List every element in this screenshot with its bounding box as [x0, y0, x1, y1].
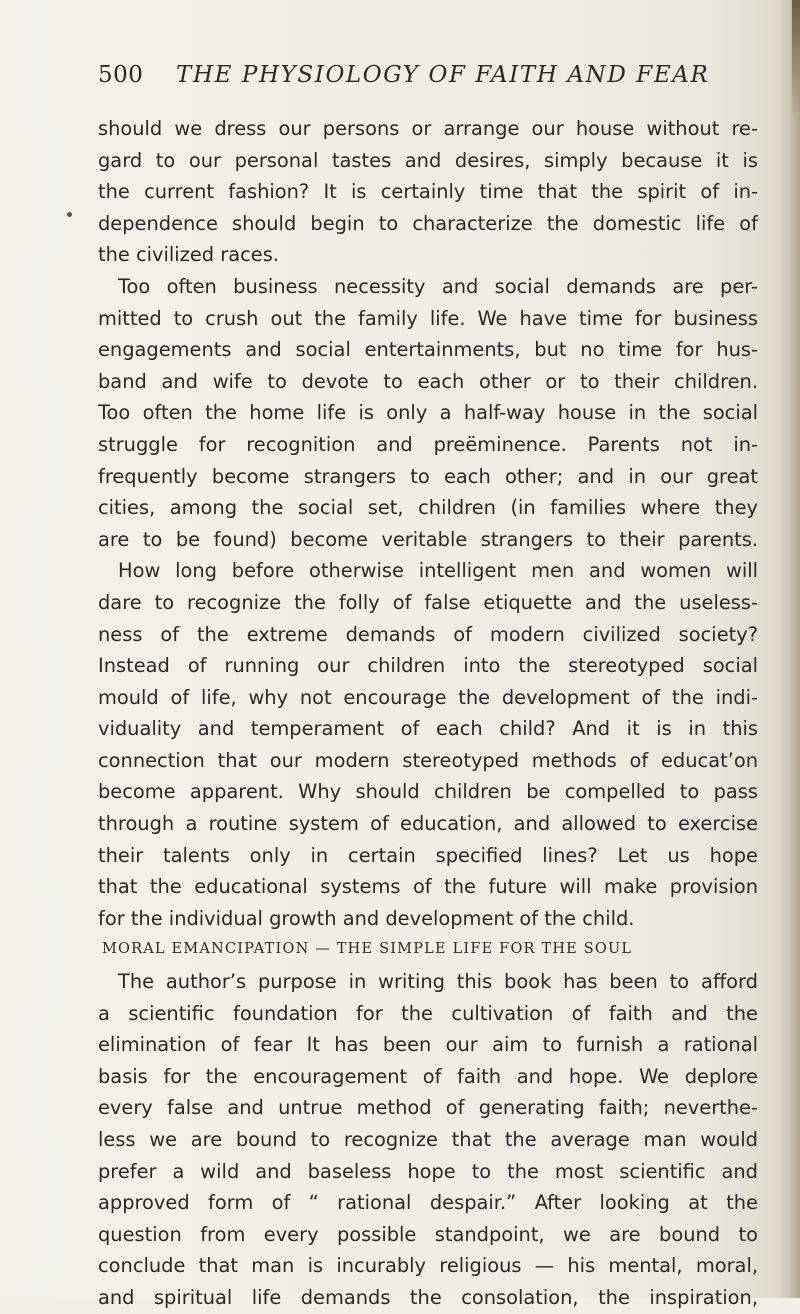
text-line: struggle for recognition and preëminence. Parents not in- [98, 432, 758, 456]
text-line: engagements and social entertainments, but no time for hus- [98, 338, 758, 362]
text-line: Instead of running our children into the stereotyped social [98, 654, 758, 678]
text-line: that the educational systems of the future will make provision [98, 875, 758, 899]
section-heading: MORAL EMANCIPATION — THE SIMPLE LIFE FOR THE SOUL [102, 941, 633, 958]
page-edge-binding [792, 0, 800, 120]
text-line: mitted to crush out the family life. We have time for business [98, 306, 758, 330]
page-number: 500 [98, 62, 144, 88]
page-header [98, 55, 778, 95]
text-line: less we are bound to recognize that the average man would [98, 1128, 758, 1151]
text-line: and spiritual life demands the consolation, the inspiration, [98, 1285, 758, 1309]
text-line: through a routine system of education, and allowed to exercise [98, 812, 758, 836]
text-line: their talents only in certain specified lines? Let us hope [98, 843, 758, 867]
page-edge-shadow [778, 0, 800, 1298]
text-line: Too often business necessity and social demands are per- [118, 274, 758, 298]
text-line: should we dress our persons or arrange our house without re- [98, 117, 758, 140]
text-line: How long before otherwise intelligent men and women will [118, 559, 758, 583]
text-line: ness of the extreme demands of modern civilized society? [98, 622, 758, 646]
text-line: the current fashion? It is certainly time that the spirit of in- [98, 180, 758, 204]
text-line: dare to recognize the folly of false etiquette and the useless- [98, 590, 758, 614]
text-line: The author’s purpose in writing this book has been to afford [118, 970, 758, 994]
text-line: prefer a wild and baseless hope to the most scientific and [98, 1159, 758, 1183]
text-line: cities, among the social set, children (in families where they [98, 496, 758, 520]
text-line: gard to our personal tastes and desires, simply because it is [98, 148, 758, 172]
text-line: conclude that man is incurably religious — his mental, moral, [98, 1254, 758, 1278]
running-head: THE PHYSIOLOGY OF FAITH AND FEAR [176, 62, 710, 88]
text-line: Too often the home life is only a half-way house in the social [98, 401, 758, 425]
margin-speck [67, 212, 72, 217]
text-line: band and wife to devote to each other or to their children. [98, 369, 758, 393]
text-line: every false and untrue method of generating faith; neverthe- [98, 1096, 758, 1120]
text-line: mould of life, why not encourage the development of the indi- [98, 685, 758, 709]
text-line: the civilized races. [98, 243, 279, 267]
text-line: frequently become strangers to each other; and in our great [98, 464, 758, 488]
text-line: connection that our modern stereotyped methods of educat’on [98, 748, 758, 772]
text-line: viduality and temperament of each child? And it is in this [98, 717, 758, 741]
text-line: are to be found) become veritable strangers to their parents. [98, 527, 758, 551]
text-line: become apparent. Why should children be compelled to pass [98, 780, 758, 804]
text-line: a scientific foundation for the cultivation of faith and the [98, 1001, 758, 1025]
text-line: question from every possible standpoint, we are bound to [98, 1222, 758, 1246]
text-line: elimination of fear It has been our aim to furnish a rational [98, 1033, 758, 1057]
text-line: approved form of “ rational despair.” After looking at the [98, 1191, 758, 1215]
text-line: dependence should begin to characterize the domestic life of [98, 211, 758, 235]
text-line: for the individual growth and development of the child. [98, 906, 635, 930]
text-line: basis for the encouragement of faith and hope. We deplore [98, 1064, 758, 1088]
body-text [98, 113, 758, 1314]
